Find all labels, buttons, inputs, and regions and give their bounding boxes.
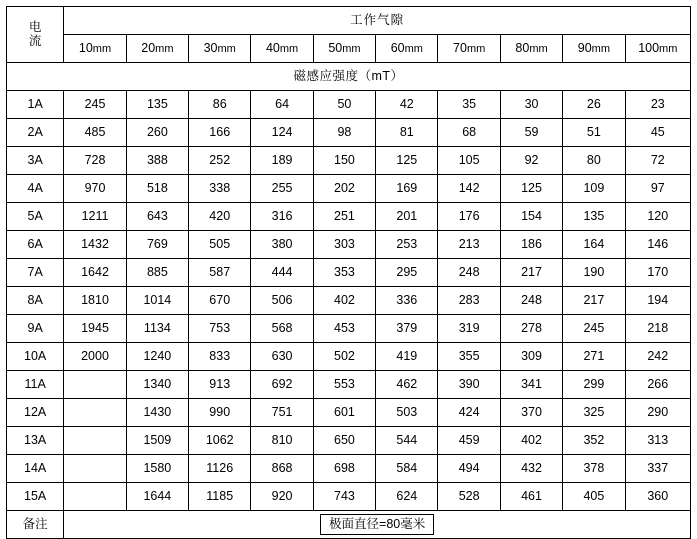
cell-value: 630 [251,343,313,371]
footer-note-cell [64,511,691,539]
row-label-current: 14A [7,455,64,483]
row-label-current: 2A [7,119,64,147]
cell-value: 255 [251,175,313,203]
cell-value: 1240 [126,343,188,371]
cell-value: 453 [313,315,375,343]
table-row [7,203,691,231]
cell-value: 218 [625,315,690,343]
cell-value: 283 [438,287,500,315]
cell-value: 176 [438,203,500,231]
cell-value: 420 [189,203,251,231]
cell-value: 81 [376,119,438,147]
cell-value: 164 [563,231,625,259]
footer-label: 备注 [7,511,64,539]
cell-value: 202 [313,175,375,203]
cell-value: 271 [563,343,625,371]
table-body [7,7,691,539]
cell-value: 253 [376,231,438,259]
row-label-current: 11A [7,371,64,399]
cell-value: 388 [126,147,188,175]
cell-value [64,483,126,511]
cell-value: 248 [500,287,562,315]
cell-value: 252 [189,147,251,175]
gap-unit-label: mm [466,42,486,55]
cell-value: 568 [251,315,313,343]
cell-value: 624 [376,483,438,511]
header-gap-20mm: 20mm [126,35,188,63]
cell-value: 506 [251,287,313,315]
cell-value: 201 [376,203,438,231]
cell-value: 459 [438,427,500,455]
cell-value: 353 [313,259,375,287]
cell-value: 97 [625,175,690,203]
cell-value: 72 [625,147,690,175]
cell-value: 309 [500,343,562,371]
gap-unit-label: mm [92,42,112,55]
cell-value: 295 [376,259,438,287]
gap-unit-label: mm [659,42,678,55]
cell-value: 643 [126,203,188,231]
cell-value: 2000 [64,343,126,371]
cell-value: 125 [376,147,438,175]
cell-value: 692 [251,371,313,399]
cell-value: 990 [189,399,251,427]
header-row-unit [7,63,691,91]
row-label-current: 1A [7,91,64,119]
header-row-gap-title [7,7,691,35]
cell-value: 51 [563,119,625,147]
cell-value: 154 [500,203,562,231]
table-row [7,399,691,427]
cell-value: 587 [189,259,251,287]
cell-value: 650 [313,427,375,455]
header-flux-density-unit: 磁感应强度（mT） [7,63,691,91]
table-row [7,231,691,259]
row-label-current: 5A [7,203,64,231]
gap-unit-label: mm [591,42,610,55]
cell-value: 913 [189,371,251,399]
cell-value: 170 [625,259,690,287]
gap-unit-label: mm [342,42,361,55]
cell-value: 92 [500,147,562,175]
cell-value: 743 [313,483,375,511]
cell-value: 319 [438,315,500,343]
cell-value: 42 [376,91,438,119]
cell-value: 109 [563,175,625,203]
cell-value: 303 [313,231,375,259]
gap-unit-label: mm [404,42,423,55]
header-current-line2: 流 [28,33,42,48]
cell-value: 444 [251,259,313,287]
cell-value: 728 [64,147,126,175]
cell-value: 424 [438,399,500,427]
cell-value: 1062 [189,427,251,455]
cell-value: 518 [126,175,188,203]
header-working-gap: 工作气隙 [64,7,691,35]
cell-value: 1644 [126,483,188,511]
cell-value: 194 [625,287,690,315]
magnetic-flux-table [6,6,691,539]
gap-unit-label: mm [529,42,548,55]
table-row [7,175,691,203]
table-row [7,287,691,315]
header-gap-80mm: 80mm [500,35,562,63]
cell-value: 1211 [64,203,126,231]
cell-value: 217 [563,287,625,315]
cell-value: 245 [64,91,126,119]
table-row [7,315,691,343]
header-current [7,7,64,63]
cell-value: 462 [376,371,438,399]
cell-value: 135 [563,203,625,231]
row-label-current: 13A [7,427,64,455]
cell-value: 336 [376,287,438,315]
cell-value: 360 [625,483,690,511]
row-label-current: 12A [7,399,64,427]
cell-value: 698 [313,455,375,483]
cell-value: 50 [313,91,375,119]
cell-value: 299 [563,371,625,399]
cell-value: 355 [438,343,500,371]
cell-value: 266 [625,371,690,399]
cell-value: 833 [189,343,251,371]
table-row [7,147,691,175]
cell-value: 1945 [64,315,126,343]
cell-value: 553 [313,371,375,399]
cell-value: 670 [189,287,251,315]
cell-value: 278 [500,315,562,343]
cell-value: 213 [438,231,500,259]
cell-value: 166 [189,119,251,147]
cell-value: 251 [313,203,375,231]
cell-value: 135 [126,91,188,119]
cell-value: 432 [500,455,562,483]
cell-value: 146 [625,231,690,259]
cell-value: 1185 [189,483,251,511]
cell-value: 169 [376,175,438,203]
cell-value: 260 [126,119,188,147]
cell-value: 970 [64,175,126,203]
cell-value: 751 [251,399,313,427]
cell-value: 338 [189,175,251,203]
header-gap-90mm: 90mm [563,35,625,63]
header-gap-50mm: 50mm [313,35,375,63]
row-label-current: 6A [7,231,64,259]
cell-value: 120 [625,203,690,231]
cell-value: 1509 [126,427,188,455]
header-gap-30mm: 30mm [189,35,251,63]
cell-value: 45 [625,119,690,147]
cell-value: 1134 [126,315,188,343]
header-gap-70mm: 70mm [438,35,500,63]
cell-value: 885 [126,259,188,287]
cell-value: 503 [376,399,438,427]
gap-unit-label: mm [217,42,236,55]
table-row [7,259,691,287]
cell-value: 23 [625,91,690,119]
table-row [7,119,691,147]
table-row [7,455,691,483]
cell-value: 105 [438,147,500,175]
gap-unit-label: mm [155,42,174,55]
cell-value: 64 [251,91,313,119]
cell-value: 380 [251,231,313,259]
cell-value: 190 [563,259,625,287]
cell-value: 313 [625,427,690,455]
cell-value: 1642 [64,259,126,287]
cell-value: 80 [563,147,625,175]
cell-value [64,455,126,483]
cell-value: 325 [563,399,625,427]
cell-value: 124 [251,119,313,147]
cell-value: 544 [376,427,438,455]
cell-value: 86 [189,91,251,119]
row-label-current: 3A [7,147,64,175]
cell-value [64,399,126,427]
header-current-line1: 电 [28,19,42,34]
cell-value: 189 [251,147,313,175]
cell-value: 150 [313,147,375,175]
cell-value: 1432 [64,231,126,259]
row-label-current: 15A [7,483,64,511]
cell-value: 502 [313,343,375,371]
cell-value: 1810 [64,287,126,315]
cell-value: 390 [438,371,500,399]
row-label-current: 8A [7,287,64,315]
cell-value: 461 [500,483,562,511]
cell-value: 30 [500,91,562,119]
cell-value: 1126 [189,455,251,483]
cell-value: 868 [251,455,313,483]
cell-value: 769 [126,231,188,259]
cell-value: 494 [438,455,500,483]
table-row [7,91,691,119]
cell-value: 370 [500,399,562,427]
cell-value: 1580 [126,455,188,483]
cell-value: 98 [313,119,375,147]
header-row-gap-values [7,35,691,63]
cell-value: 485 [64,119,126,147]
table-row [7,483,691,511]
cell-value: 352 [563,427,625,455]
cell-value: 405 [563,483,625,511]
cell-value: 1340 [126,371,188,399]
cell-value: 378 [563,455,625,483]
cell-value: 142 [438,175,500,203]
cell-value: 1014 [126,287,188,315]
cell-value [64,371,126,399]
cell-value: 601 [313,399,375,427]
cell-value: 35 [438,91,500,119]
cell-value: 59 [500,119,562,147]
table-row [7,371,691,399]
header-gap-10mm: 10mm [64,35,126,63]
cell-value: 245 [563,315,625,343]
cell-value: 1430 [126,399,188,427]
row-label-current: 9A [7,315,64,343]
cell-value: 186 [500,231,562,259]
row-label-current: 7A [7,259,64,287]
row-label-current: 4A [7,175,64,203]
cell-value: 337 [625,455,690,483]
cell-value: 505 [189,231,251,259]
cell-value: 379 [376,315,438,343]
table-row [7,343,691,371]
gap-unit-label: mm [279,42,299,55]
header-gap-40mm: 40mm [251,35,313,63]
cell-value: 810 [251,427,313,455]
cell-value: 528 [438,483,500,511]
cell-value: 341 [500,371,562,399]
footer-row [7,511,691,539]
cell-value: 402 [500,427,562,455]
cell-value: 125 [500,175,562,203]
cell-value: 242 [625,343,690,371]
cell-value: 584 [376,455,438,483]
cell-value: 920 [251,483,313,511]
cell-value [64,427,126,455]
cell-value: 217 [500,259,562,287]
cell-value: 402 [313,287,375,315]
cell-value: 68 [438,119,500,147]
footer-note: 极面直径=80毫米 [320,514,434,535]
header-gap-100mm: 100mm [625,35,690,63]
header-gap-60mm: 60mm [376,35,438,63]
cell-value: 248 [438,259,500,287]
cell-value: 26 [563,91,625,119]
cell-value: 419 [376,343,438,371]
cell-value: 316 [251,203,313,231]
table-row [7,427,691,455]
cell-value: 753 [189,315,251,343]
row-label-current: 10A [7,343,64,371]
cell-value: 290 [625,399,690,427]
